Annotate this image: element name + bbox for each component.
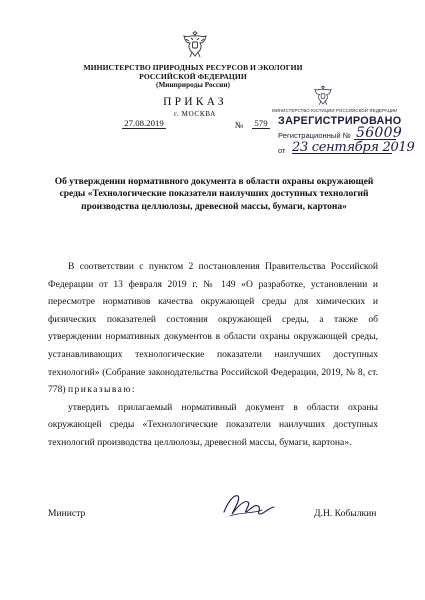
ministry-short-name: (Минприроды России)	[156, 81, 230, 89]
signatory-role: Министр	[48, 508, 86, 519]
number-sign: №	[235, 120, 244, 130]
stamp-from-date: 23 сентября 2019	[292, 140, 415, 155]
ministry-name-line1: МИНИСТЕРСТВО ПРИРОДНЫХ РЕСУРСОВ И ЭКОЛОГИИ	[83, 63, 303, 72]
ministry-name-line2: РОССИЙСКОЙ ФЕДЕРАЦИИ	[139, 72, 247, 81]
title-line2: среды «Технологические показатели наилучших доступных технологий	[59, 189, 369, 200]
stamp-reg-number: 56009	[356, 125, 403, 141]
stamp-reg-label: Регистрационный №	[278, 131, 351, 140]
coat-of-arms-icon	[180, 30, 210, 60]
signatory-name: Д.Н. Кобылкин	[314, 508, 377, 519]
stamp-ministry: МИНИСТЕРСТВО ЮСТИЦИИ РОССИЙСКОЙ ФЕДЕРАЦИИ	[272, 108, 398, 113]
order-title: ПРИКАЗ	[163, 96, 227, 108]
order-number: 579	[252, 118, 270, 129]
order-verb: приказываю:	[68, 384, 136, 396]
stamp-registered: ЗАРЕГИСТРИРОВАНО	[278, 115, 402, 127]
document-body	[48, 258, 378, 452]
document-title	[50, 176, 378, 213]
body-paragraph-1	[48, 258, 378, 399]
body-paragraph-2: утвердить прилагаемый нормативный документ в области охраны окружающей среды «Технологические показатели наилучших доступных технологий производства целлюлозы, древесной массы, бумаги, картона».	[48, 401, 378, 448]
body-paragraph-1-text: В соответствии с пунктом 2 постановления Правительства Российской Федерации от 13 февраля 2019 г. № 149 «О разработке, установлении и пересмотре нормативов качества окружающей среды для химических и физических показателей состояния окружающей среды, а также об утверждении нормативных документов в области охраны окружающей среды, устанавливающих технологические показатели наилучших доступных технологий» (Собрание законодательства Российской Федерации, 2019, № 8, ст. 778)	[48, 261, 378, 396]
handwritten-signature	[218, 488, 280, 522]
title-line3: производства целлюлозы, древесной массы, бумаги, картона»	[81, 201, 347, 212]
order-date: 27.08.2019	[122, 118, 166, 129]
title-line1: Об утверждении нормативного документа в области охраны окружающей	[54, 177, 374, 187]
stamp-coat-of-arms-icon	[312, 85, 334, 107]
registration-stamp	[272, 85, 415, 170]
city: г. МОСКВА	[174, 110, 216, 118]
stamp-from-label: от	[278, 146, 286, 155]
